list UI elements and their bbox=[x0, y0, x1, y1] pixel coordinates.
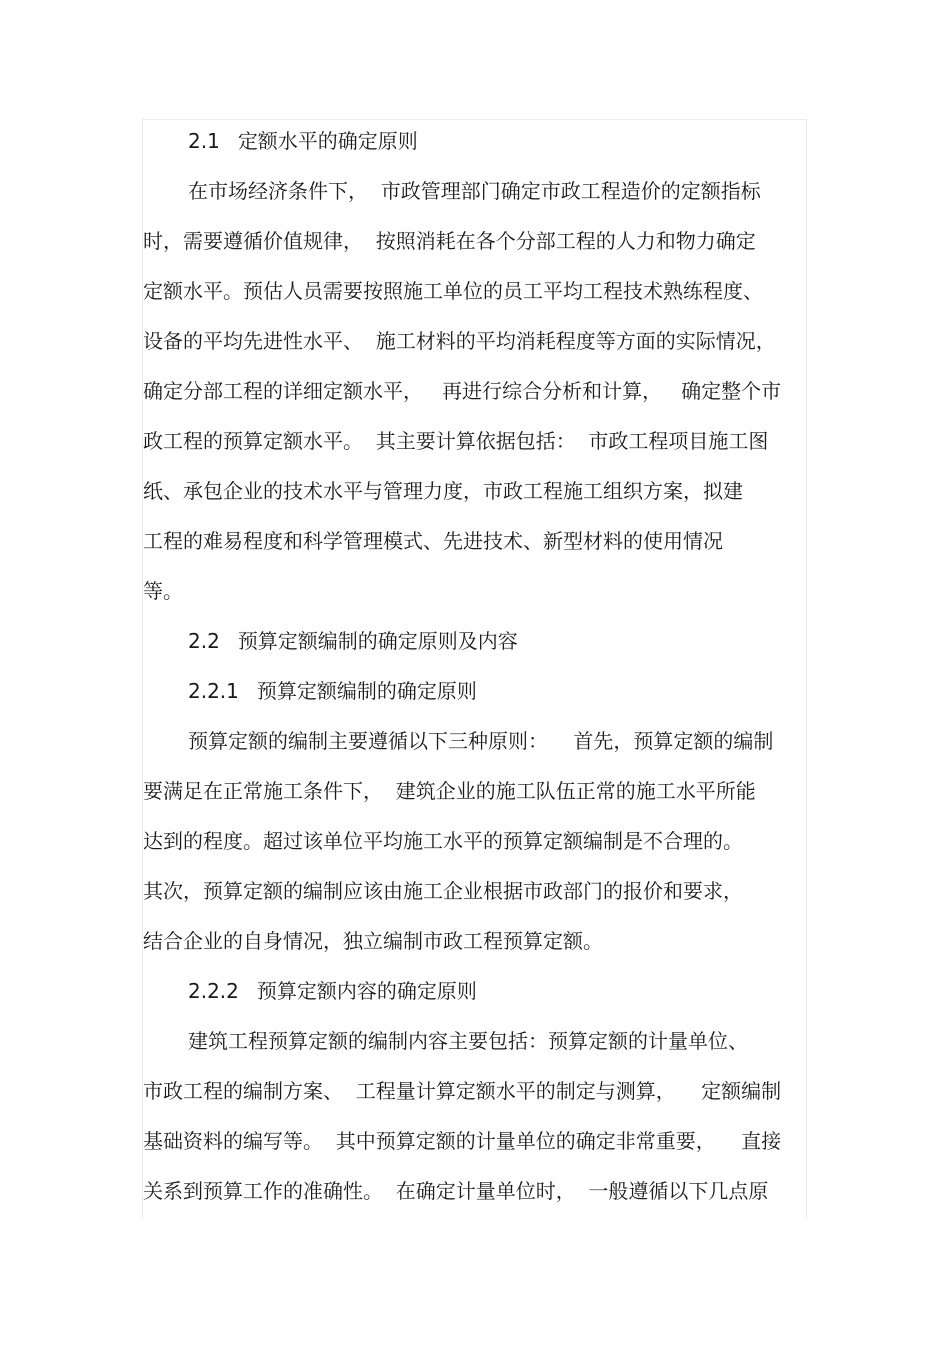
paragraph-line: 市政工程的编制方案、 工程量计算定额水平的制定与测算， 定额编制 bbox=[143, 1079, 782, 1103]
paragraph-line: 达到的程度。超过该单位平均施工水平的预算定额编制是不合理的。 bbox=[143, 829, 743, 853]
paragraph-line: 定额水平。预估人员需要按照施工单位的员工平均工程技术熟练程度、 bbox=[143, 279, 763, 303]
heading-title: 预算定额内容的确定原则 bbox=[256, 979, 477, 1003]
heading-title: 预算定额编制的确定原则及内容 bbox=[237, 629, 518, 653]
heading-title: 预算定额编制的确定原则 bbox=[256, 679, 477, 703]
heading-number: 2.2.1 bbox=[188, 679, 239, 703]
paragraph-line: 在市场经济条件下， 市政管理部门确定市政工程造价的定额指标 bbox=[188, 179, 761, 203]
heading-number: 2.2 bbox=[188, 629, 220, 653]
paragraph-line: 预算定额的编制主要遵循以下三种原则： 首先，预算定额的编制 bbox=[188, 729, 774, 753]
paragraph-line: 等。 bbox=[143, 579, 183, 603]
heading-2-2 bbox=[143, 616, 807, 666]
paragraph-line: 时，需要遵循价值规律， 按照消耗在各个分部工程的人力和物力确定 bbox=[143, 229, 756, 253]
paragraph-line: 要满足在正常施工条件下， 建筑企业的施工队伍正常的施工水平所能 bbox=[143, 779, 756, 803]
paragraph-line: 纸、承包企业的技术水平与管理力度，市政工程施工组织方案，拟建 bbox=[143, 479, 743, 503]
paragraph-line: 政工程的预算定额水平。 其主要计算依据包括： 市政工程项目施工图 bbox=[143, 429, 769, 453]
paragraph-line: 建筑工程预算定额的编制内容主要包括：预算定额的计量单位、 bbox=[188, 1029, 748, 1053]
heading-number: 2.1 bbox=[188, 129, 220, 153]
paragraph-line: 确定分部工程的详细定额水平， 再进行综合分析和计算， 确定整个市 bbox=[143, 379, 782, 403]
paragraph-line: 设备的平均先进性水平、 施工材料的平均消耗程度等方面的实际情况， bbox=[143, 329, 776, 353]
paragraph-line: 工程的难易程度和科学管理模式、先进技术、新型材料的使用情况 bbox=[143, 529, 723, 553]
heading-2-2-2 bbox=[143, 966, 807, 1016]
heading-2-1 bbox=[143, 116, 807, 166]
heading-number: 2.2.2 bbox=[188, 979, 239, 1003]
heading-2-2-1 bbox=[143, 666, 807, 716]
paragraph-line: 结合企业的自身情况，独立编制市政工程预算定额。 bbox=[143, 929, 603, 953]
paragraph-line: 关系到预算工作的准确性。 在确定计量单位时， 一般遵循以下几点原 bbox=[143, 1179, 769, 1203]
document-body bbox=[143, 116, 807, 1216]
heading-title: 定额水平的确定原则 bbox=[237, 129, 418, 153]
paragraph-line: 基础资料的编写等。 其中预算定额的计量单位的确定非常重要， 直接 bbox=[143, 1129, 782, 1153]
paragraph-line: 其次，预算定额的编制应该由施工企业根据市政部门的报价和要求， bbox=[143, 879, 743, 903]
